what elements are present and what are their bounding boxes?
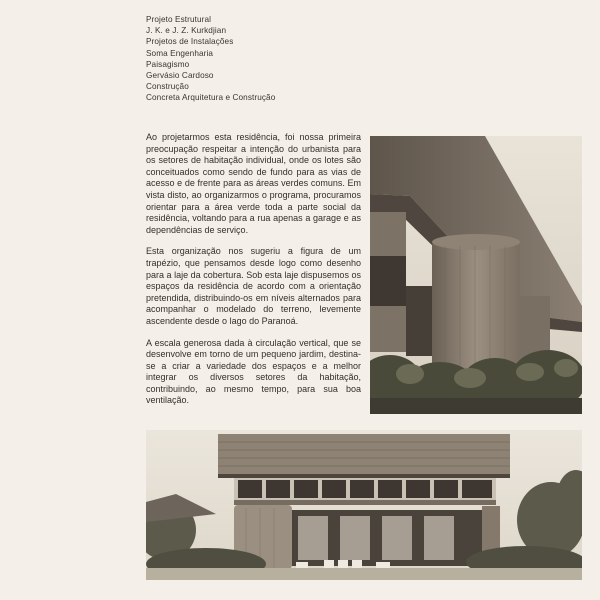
credit-construction-label: Construção: [146, 82, 189, 92]
house-corner-photo: [370, 136, 582, 414]
credit-landscape-label: Paisagismo: [146, 59, 190, 69]
article-paragraph-2: Esta organização nos sugeriu a figura de um trapézio, que pensamos desde logo como desenho para a laje da cobertura. Sob esta laje dispusemos os espaços da residência de acordo com a orientação pretendida, distribuindo-os em níveis alternados para acompanhar o modelado do terreno, levemente ascendente desde o lago do Paranoá.: [146, 246, 361, 326]
credit-installations-value: Soma Engenharia: [146, 48, 214, 58]
article-body: [146, 132, 361, 417]
article-paragraph-3: A escala generosa dada à circulação vertical, que se desenvolve em torno de um pequeno jardim, destina-se a criar a variedade dos espaços e a melhor integrar os diversos setores da habitação, contribuindo, ao mesmo tempo, para sua boa ventilação.: [146, 337, 361, 406]
article-paragraph-1: Ao projetarmos esta residência, foi nossa primeira preocupação respeitar a intenção do urbanista para os setores de habitação individual, onde os lotes são conceituados como sendo de fundo para as vias de acesso e de frente para as áreas verdes comuns. Em vista disto, ao organizarmos o programa, procuramos orientar para a área verde toda a parte social da residência, voltando para a rua apenas a garage e as dependências de serviço.: [146, 132, 361, 235]
house-corner-illustration: [370, 136, 582, 414]
project-credits: [146, 14, 406, 104]
house-facade-photo: [146, 430, 582, 580]
credit-structural-label: Projeto Estrutural: [146, 15, 212, 24]
house-facade-illustration: [146, 430, 582, 580]
credit-construction-value: Concreta Arquitetura e Construção: [146, 93, 276, 103]
credit-structural-value: J. K. e J. Z. Kurkdjian: [146, 26, 227, 36]
credit-installations-label: Projetos de Instalações: [146, 37, 234, 47]
credit-landscape-value: Gervásio Cardoso: [146, 71, 214, 81]
